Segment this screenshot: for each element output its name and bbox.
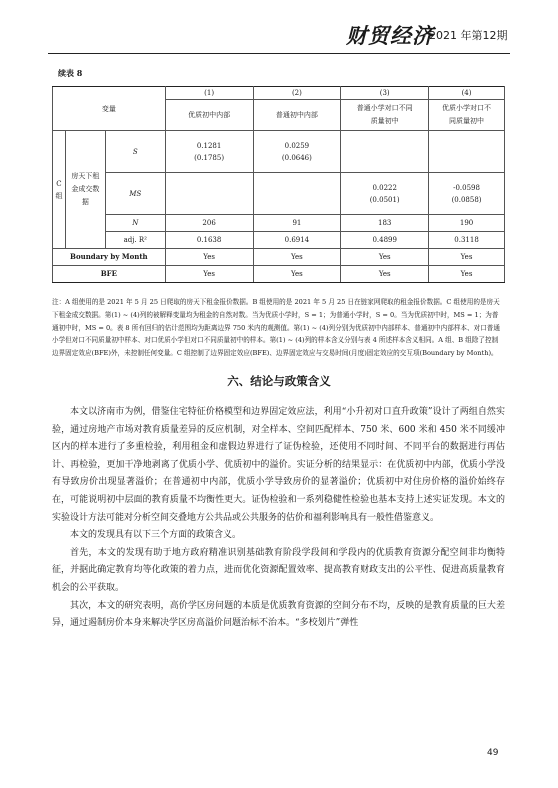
cell-bfe-3: Yes <box>341 266 429 283</box>
paragraph-4: 其次，本文的研究表明，高价学区房问题的本质是优质教育资源的空间分布不均，反映的是教育质量的巨大差异，通过遏制房价本身来解决学区房高溢价问题治标不治本。“多校划片”弹性 <box>52 600 505 629</box>
cell-s-1: 0.1281 (0.1785) <box>165 131 253 173</box>
cell-ms-2 <box>253 173 341 215</box>
cell-bm-2: Yes <box>253 249 341 266</box>
cell-ms-1 <box>165 173 253 215</box>
cell-r2-3: 0.4899 <box>341 232 429 249</box>
cell-bm-4: Yes <box>429 249 505 266</box>
cell-bfe-1: Yes <box>165 266 253 283</box>
cell-ms-3: 0.0222 (0.0501) <box>341 173 429 215</box>
col-num-2: (2) <box>253 87 341 100</box>
row-name-ms: MS <box>105 173 165 215</box>
cell-r2-2: 0.6914 <box>253 232 341 249</box>
section-title: 六、结论与政策含义 <box>227 374 331 388</box>
cell-n-2: 91 <box>253 215 341 232</box>
journal-logo: 财贸经济 <box>346 23 434 48</box>
col-num-4: (4) <box>429 87 505 100</box>
cell-bm-1: Yes <box>165 249 253 266</box>
col-num-1: (1) <box>165 87 253 100</box>
sub-label: 房天下租金成交数据 <box>65 131 105 249</box>
body-text <box>52 404 505 633</box>
group-label: C 组 <box>53 131 66 249</box>
cell-s-2: 0.0259 (0.0646) <box>253 131 341 173</box>
cell-r2-4: 0.3118 <box>429 232 505 249</box>
paragraph-2: 本文的发现具有以下三个方面的政策含义。 <box>70 530 242 541</box>
cell-n-4: 190 <box>429 215 505 232</box>
col-head-1: 优质初中内部 <box>165 100 253 131</box>
col-head-2: 普通初中内部 <box>253 100 341 131</box>
cell-s-4 <box>429 131 505 173</box>
row-name-boundary-month: Boundary by Month <box>53 249 166 266</box>
paragraph-1: 本文以济南市为例，借鉴住宅特征价格模型和边界固定效应法，利用“小升初对口直升政策”设计了两组自然实验，通过房地产市场对教育质量差异的反应机制，对全样本、空间匹配样本、750 米、600 米和 450 米不同缓冲区内的样本进行了多重检验，利用租金和虚假边界进行了证伪检验，还使用不同时间、不同平台的数据进行再估计、再检验，更加干净地剥离了优质小学、优质初中的溢价。实证分析的结果显示：在优质初中内部，优质小学没有导致房价出现显著溢价；在普通初中内部，优质小学导致房价的显著溢价；优质初中对住房价格的溢价始终存在，可能说明初中层面的教育质量不均衡性更大。证伪检验和一系列稳健性检验也基本支持上述实证发现。本文的实验设计方法可能对分析空间交叠地方公共品或公共服务的估价和福利影响具有一般性借鉴意义。 <box>52 407 505 523</box>
cell-n-3: 183 <box>341 215 429 232</box>
table-note <box>52 296 504 360</box>
table-caption: 续表 8 <box>58 68 83 78</box>
var-header: 变量 <box>53 87 166 131</box>
cell-bfe-4: Yes <box>429 266 505 283</box>
cell-bfe-2: Yes <box>253 266 341 283</box>
table-note-text: 注：A 组使用的是 2021 年 5 月 25 日爬取的房天下租金报价数据。B 组使用的是 2021 年 5 月 25 日在链家网爬取的租金报价数据。C 组使用的是房天下租金成交数据。第(1) ~ (4)列的被解释变量均为租金的自然对数。当为优质小学时，S = 1；为普通小学时，S = 0。当为优质初中时，MS = 1；为普通初中时，MS = 0。表 8 所有回归的估计范围均为距离边界 750 米内的观测值。第(1) ~ (4)列分别为优质初中内部样本、普通初中内部样本、对口普通小学但对口不同质量初中样本、对口优质小学但对口不同质量初中的样本。第(1) ~ (4)列的样本含义分别与表 4 所述样本含义相同。A 组、B 组除了控制边界固定效应(BFE)外，未控制任何变量。C 组控制了边界固定效应(BFE)、边界固定效应与交易时间(月度)固定效应的交互项(Boundary by Month)。 <box>52 298 500 358</box>
col-num-3: (3) <box>341 87 429 100</box>
row-name-bfe: BFE <box>53 266 166 283</box>
issue-label: 2021 年第12期 <box>429 29 508 42</box>
page-number: 49 <box>487 748 499 758</box>
row-name-n: N <box>105 215 165 232</box>
cell-n-1: 206 <box>165 215 253 232</box>
col-head-4: 优质小学对口不同质量初中 <box>429 100 505 131</box>
regression-table <box>52 86 505 283</box>
col-head-3: 普通小学对口不同质量初中 <box>341 100 429 131</box>
cell-ms-4: -0.0598 (0.0858) <box>429 173 505 215</box>
cell-bm-3: Yes <box>341 249 429 266</box>
cell-s-3 <box>341 131 429 173</box>
row-name-s: S <box>105 131 165 173</box>
header-rule <box>48 53 510 54</box>
cell-r2-1: 0.1638 <box>165 232 253 249</box>
paragraph-3: 首先，本文的发现有助于地方政府精准识别基础教育阶段学段间和学段内的优质教育资源分配空间非均衡特征，并据此确定教育均等化政策的着力点，进而优化资源配置效率、提高教育财政支出的公平性、促进高质量教育机会的公平获取。 <box>52 547 505 593</box>
row-name-r2: adj. R² <box>105 232 165 249</box>
